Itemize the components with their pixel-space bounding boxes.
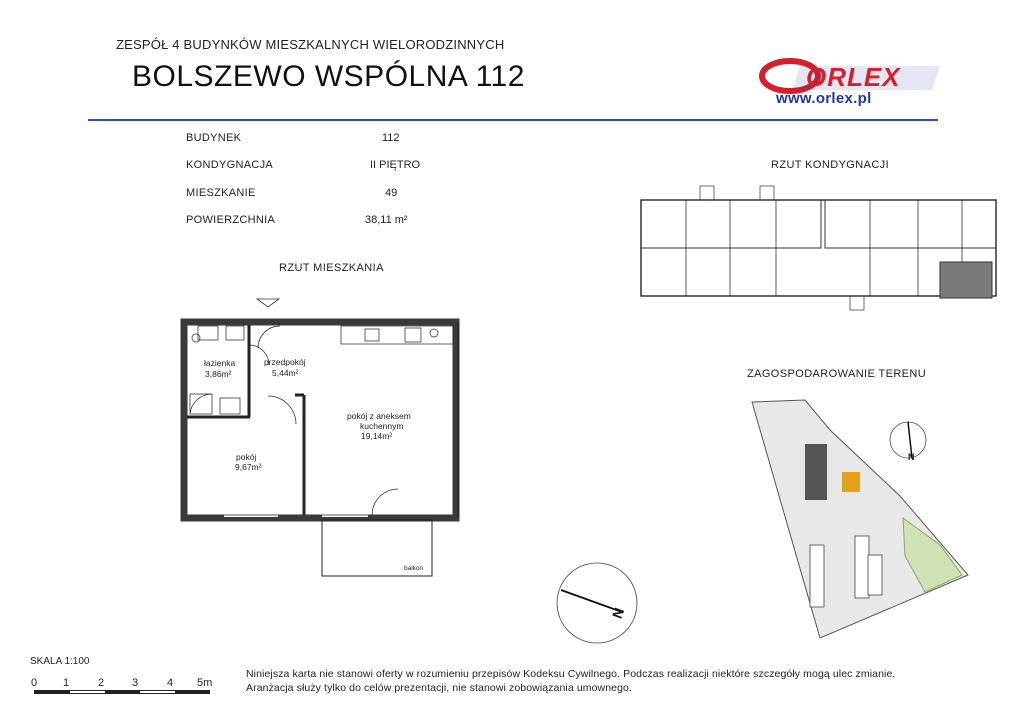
project-subtitle: ZESPÓŁ 4 BUDYNKÓW MIESZKALNYCH WIELORODZINNYCH [116, 37, 505, 52]
hall-name: przedpokój [264, 357, 306, 367]
apartment-value: 49 [385, 187, 398, 199]
site-building-3 [855, 536, 869, 598]
scale-segment [175, 691, 209, 693]
entrance-arrow-icon [257, 299, 279, 307]
scale-tick-1: 1 [63, 677, 70, 689]
floor-value: II PIĘTRO [370, 159, 421, 171]
entry-door [258, 326, 280, 348]
disclaimer-line-2: Aranżacja służy tylko do celów prezentacji, nie stanowi zobowiązania umownego. [246, 682, 632, 694]
north-arrow-large [557, 563, 637, 643]
bedroom-door [268, 396, 296, 424]
disclaimer-line-1: Niniejsza karta nie stanowi oferty w rozumieniu przepisów Kodeksu Cywilnego. Podczas realizacji niektóre szczegóły mogą ulec zmianie. [246, 668, 896, 680]
outer-walls [184, 322, 456, 518]
sink-icon [226, 326, 244, 340]
floor-wing-b [825, 200, 996, 248]
bathtub-icon [198, 326, 218, 340]
scale-tick-5: 5m [197, 677, 213, 689]
balcony-name: balkon [404, 565, 424, 572]
scale-tick-3: 3 [132, 677, 139, 689]
shower-icon [190, 394, 212, 414]
scale-tick-0: 0 [31, 677, 38, 689]
building-value: 112 [382, 132, 400, 144]
area-label: POWIERZCHNIA [186, 214, 276, 226]
kitchen-sink-icon [365, 329, 379, 341]
site-playground [842, 472, 860, 492]
bedroom-area: 9,67m² [235, 462, 262, 472]
scale-tick-4: 4 [167, 677, 174, 689]
building-floor-plan [641, 186, 996, 310]
apartment-label: MIESZKANIE [186, 187, 256, 199]
living-name: pokój z aneksem [347, 411, 411, 421]
logo-url[interactable]: www.orlex.pl [776, 90, 872, 107]
site-building-4 [868, 555, 882, 595]
area-value: 38,11 m² [365, 214, 408, 226]
scale-segment [35, 691, 70, 693]
scale-segment [105, 691, 140, 693]
floor-balcony-2 [760, 186, 774, 200]
stove-icon [405, 328, 421, 342]
site-building-2 [810, 545, 824, 607]
site-boundary [752, 400, 968, 638]
bathroom-area: 3,86m² [205, 369, 232, 379]
floor-balcony-3 [850, 296, 864, 310]
site-plan-label: ZAGOSPODAROWANIE TERENU [747, 368, 927, 380]
highlighted-apartment [940, 262, 992, 298]
scale-bar [34, 690, 210, 694]
scale-title: SKALA 1:100 [30, 656, 90, 667]
floor-label: KONDYGNACJA [186, 159, 274, 171]
living-name-2: kuchennym [360, 421, 404, 431]
building-label: BUDYNEK [186, 132, 242, 144]
floor-wing-a [641, 200, 821, 248]
north-letter-large: N [608, 605, 628, 621]
scale-tick-2: 2 [98, 677, 105, 689]
project-title: BOLSZEWO WSPÓLNA 112 [132, 60, 525, 93]
balcony-door [372, 489, 398, 515]
bedroom-name: pokój [236, 452, 257, 462]
site-building-1 [805, 444, 827, 500]
fridge-icon [430, 329, 438, 337]
site-plan [752, 400, 968, 638]
toilet-icon [192, 334, 200, 342]
washer-icon [220, 398, 240, 414]
floor-plan-label: RZUT KONDYGNACJI [771, 159, 890, 171]
apartment-plan-label: RZUT MIESZKANIA [279, 262, 384, 274]
living-area: 19,14m² [361, 431, 393, 441]
north-letter-small: N [908, 452, 915, 462]
kitchen-counter [341, 326, 453, 344]
logo-brand: ORLEX [806, 62, 901, 92]
bathroom-name: łazienka [204, 358, 236, 368]
floor-balcony-1 [700, 186, 714, 200]
hall-area: 5,44m² [272, 368, 299, 378]
